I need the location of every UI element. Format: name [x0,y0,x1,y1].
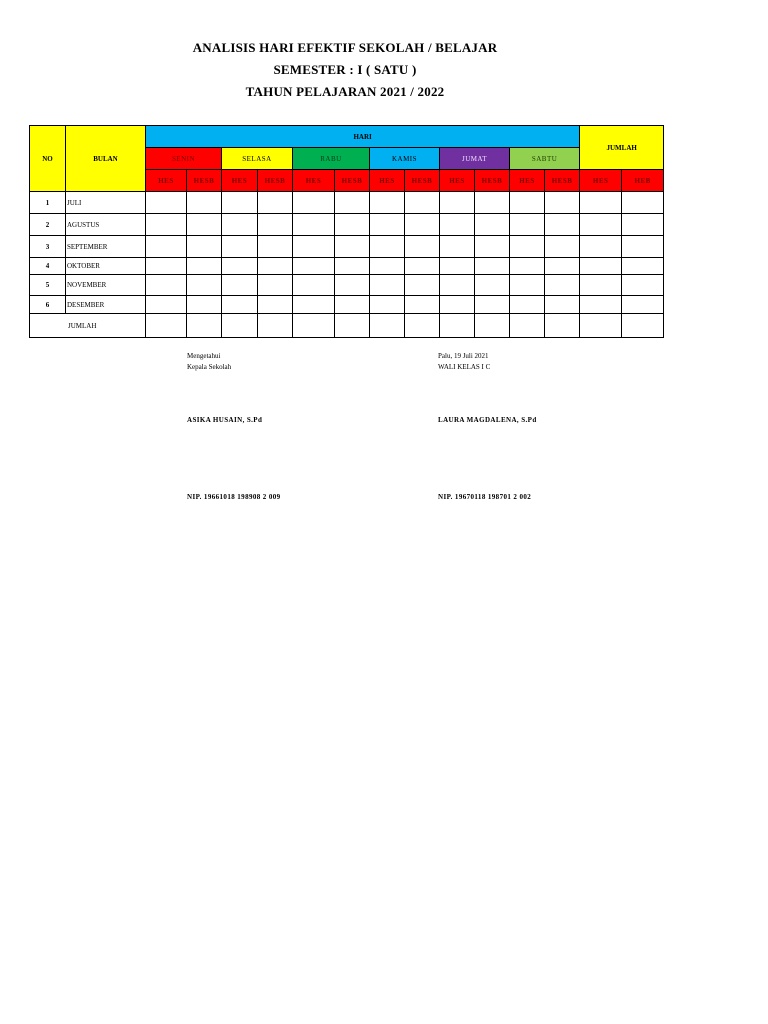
table-cell [545,214,580,236]
table-cell [440,314,475,338]
sub-sabtu-hes: HES [510,170,545,192]
row-month: SEPTEMBER [66,236,146,258]
row-month: DESEMBER [66,296,146,314]
table-cell [293,296,335,314]
left-role-label: Kepala Sekolah [187,363,232,371]
table-cell [580,192,622,214]
table-cell [146,236,187,258]
table-cell [187,258,222,275]
table-cell [187,275,222,296]
total-row [30,314,664,338]
table-cell [440,236,475,258]
table-cell [622,192,664,214]
table-cell [510,275,545,296]
table-cell [222,275,258,296]
row-number: 5 [30,275,66,296]
table-cell [580,214,622,236]
academic-year-title: TAHUN PELAJARAN 2021 / 2022 [245,84,445,99]
table-cell [335,214,370,236]
day-kamis: KAMIS [370,148,440,170]
table-cell [622,275,664,296]
left-acknowledged-label: Mengetahui [187,352,221,360]
table-cell [293,236,335,258]
table-cell [258,214,293,236]
table-cell [475,214,510,236]
row-month: OKTOBER [66,258,146,275]
table-cell [475,192,510,214]
sub-sabtu-hesb: HESB [545,170,580,192]
table-cell [370,296,405,314]
header-no: NO [30,126,66,192]
table-cell [258,192,293,214]
table-cell [335,296,370,314]
table-cell [187,214,222,236]
table-cell [258,236,293,258]
table-cell [622,214,664,236]
sub-rabu-hesb: HESB [335,170,370,192]
table-body [30,192,664,314]
table-cell [510,192,545,214]
day-sabtu: SABTU [510,148,580,170]
total-label: JUMLAH [30,314,146,338]
table-cell [580,236,622,258]
table-cell [258,314,293,338]
table-cell [335,275,370,296]
right-place-date: Palu, 19 Juli 2021 [438,352,489,360]
table-cell [440,275,475,296]
table-cell [187,314,222,338]
table-row [30,236,664,258]
table-cell [405,236,440,258]
row-number: 6 [30,296,66,314]
table-cell [510,214,545,236]
table-cell [187,236,222,258]
row-month: NOVEMBER [66,275,146,296]
table-cell [146,314,187,338]
table-cell [222,236,258,258]
sub-kamis-hes: HES [370,170,405,192]
table-cell [258,258,293,275]
table-cell [622,258,664,275]
table-cell [405,296,440,314]
table-cell [258,296,293,314]
right-signature-block [438,351,490,373]
sub-senin-hes: HES [146,170,187,192]
table-cell [475,236,510,258]
table-cell [146,214,187,236]
row-number: 1 [30,192,66,214]
sub-jumlah-heb: HEB [622,170,664,192]
row-month: AGUSTUS [66,214,146,236]
table-cell [187,192,222,214]
sub-jumat-hes: HES [440,170,475,192]
table-cell [510,296,545,314]
table-cell [293,258,335,275]
table-cell [335,314,370,338]
table-cell [405,314,440,338]
table-cell [293,275,335,296]
table-cell [440,296,475,314]
table-cell [475,296,510,314]
table-cell [370,236,405,258]
table-cell [545,236,580,258]
table-cell [440,214,475,236]
table-row [30,258,664,275]
table-cell [187,296,222,314]
table-cell [405,258,440,275]
table-row [30,275,664,296]
sub-kamis-hesb: HESB [405,170,440,192]
row-month: JULI [66,192,146,214]
row-number: 3 [30,236,66,258]
table-cell [222,214,258,236]
row-number: 4 [30,258,66,275]
table-cell [580,296,622,314]
table-cell [475,314,510,338]
table-cell [475,258,510,275]
row-number: 2 [30,214,66,236]
effective-days-table [29,125,664,338]
table-cell [510,314,545,338]
table-cell [370,214,405,236]
sub-selasa-hesb: HESB [258,170,293,192]
table-cell [146,258,187,275]
table-cell [146,192,187,214]
table-cell [545,192,580,214]
table-cell [222,296,258,314]
day-jumat: JUMAT [440,148,510,170]
day-senin: SENIN [146,148,222,170]
document-title: ANALISIS HARI EFEKTIF SEKOLAH / BELAJAR [192,40,498,55]
table-cell [405,214,440,236]
table-cell [335,258,370,275]
sub-senin-hesb: HESB [187,170,222,192]
table-cell [545,296,580,314]
table-cell [293,214,335,236]
table-cell [370,275,405,296]
left-signature-block [187,351,231,373]
sub-selasa-hes: HES [222,170,258,192]
table-cell [405,192,440,214]
sub-rabu-hes: HES [293,170,335,192]
table-cell [475,275,510,296]
table-cell [370,258,405,275]
right-signer-name: LAURA MAGDALENA, S.Pd [438,416,537,424]
table-cell [146,296,187,314]
table-cell [580,275,622,296]
sub-jumlah-hes: HES [580,170,622,192]
table-cell [146,275,187,296]
table-cell [545,258,580,275]
day-rabu: RABU [293,148,370,170]
table-cell [293,192,335,214]
table-cell [258,275,293,296]
table-cell [222,314,258,338]
table-cell [335,236,370,258]
right-signer-nip: NIP. 19670118 198701 2 002 [438,493,532,501]
table-cell [293,314,335,338]
table-cell [222,192,258,214]
table-cell [405,275,440,296]
table-row [30,214,664,236]
table-cell [440,192,475,214]
semester-title: SEMESTER : I ( SATU ) [273,62,417,77]
table-cell [580,258,622,275]
table-cell [370,192,405,214]
table-cell [545,314,580,338]
day-selasa: SELASA [222,148,293,170]
table-cell [622,236,664,258]
table-cell [222,258,258,275]
table-cell [545,275,580,296]
header-hari: HARI [146,126,580,148]
sub-jumat-hesb: HESB [475,170,510,192]
table-cell [510,258,545,275]
table-cell [335,192,370,214]
left-signer-name: ASIKA HUSAIN, S.Pd [187,416,263,424]
table-cell [440,258,475,275]
table-cell [622,296,664,314]
table-row [30,296,664,314]
table-row [30,192,664,214]
header-bulan: BULAN [66,126,146,192]
table-cell [510,236,545,258]
right-role-label: WALI KELAS I C [438,363,491,371]
table-cell [580,314,622,338]
left-signer-nip: NIP. 19661018 198908 2 009 [187,493,281,501]
header-jumlah: JUMLAH [580,126,664,170]
table-cell [370,314,405,338]
table-cell [622,314,664,338]
